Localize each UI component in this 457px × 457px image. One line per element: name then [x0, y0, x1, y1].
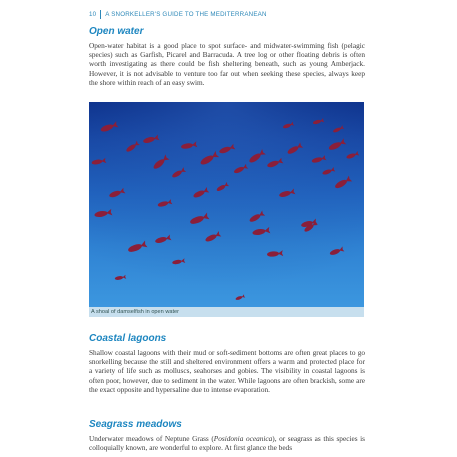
- running-head-divider: [100, 10, 101, 19]
- section-paragraph-coastal-lagoons: Shallow coastal lagoons with their mud or soft-sediment bottoms are often great places to go snorkelling because the still and sheltered environment offers a warm and protected place for a variety of life such as molluscs, seahorses and gobies. The visibility in coastal lagoons is often poor, however, due to sediment in the water. While lagoons are often brackish, some are the exact opposite and hypersaline due to intense evaporation.: [89, 348, 365, 394]
- book-title: A SNORKELLER'S GUIDE TO THE MEDITERRANEAN: [105, 11, 267, 18]
- running-head: [89, 9, 267, 20]
- page-number: 10: [89, 11, 97, 18]
- species-name: Posidonia oceanica: [213, 434, 273, 443]
- section-heading-open-water: Open water: [89, 26, 144, 37]
- photo-illustration: [89, 102, 364, 307]
- photo-caption: A shoal of damselfish in open water: [89, 307, 364, 317]
- section-heading-coastal-lagoons: Coastal lagoons: [89, 333, 167, 344]
- seagrass-text-after: ), or seagrass as this species is colloquially known, are wonderful to explore. At first glance the beds: [89, 434, 365, 453]
- damselfish-photo: [89, 102, 364, 307]
- section-heading-seagrass-meadows: Seagrass meadows: [89, 419, 182, 430]
- section-paragraph-seagrass-meadows: [89, 434, 365, 452]
- section-paragraph-open-water: Open-water habitat is a good place to spot surface- and midwater-swimming fish (pelagic species) such as Garfish, Picarel and Barracuda. A tree log or other floating debris is often worth investigating as there could be fish sheltering beneath, such as young Amberjack. However, it is not advisable to venture too far out when seeking these species, always keep the shore within reach of an easy swim.: [89, 41, 365, 87]
- seagrass-text-before: Underwater meadows of Neptune Grass (: [89, 434, 214, 443]
